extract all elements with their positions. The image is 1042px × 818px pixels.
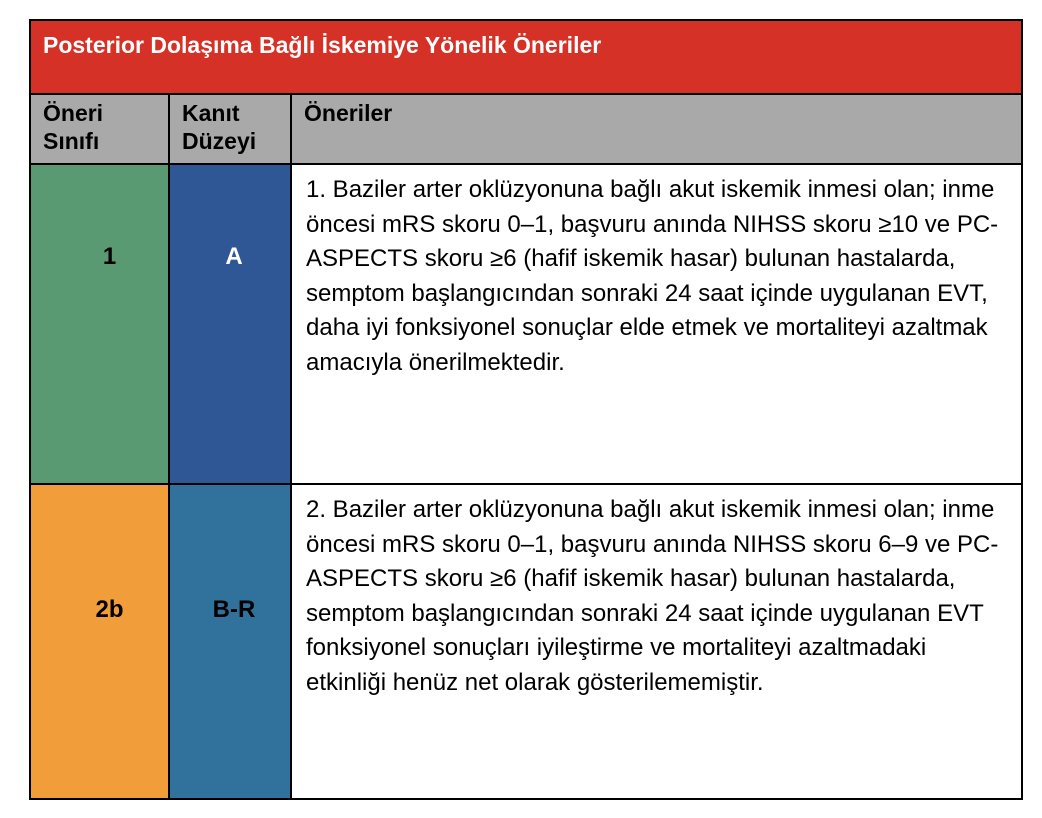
recommendation-table <box>29 19 1023 800</box>
table-header-row <box>31 95 1021 165</box>
recommendation-class-value: 2b <box>95 596 124 623</box>
table-title: Posterior Dolaşıma Bağlı İskemiye Yönelik Öneriler <box>43 32 602 58</box>
header-recommendation-class <box>31 95 170 163</box>
recommendation-text-cell <box>292 165 1021 483</box>
header-level-line2: Düzeyi <box>182 128 257 154</box>
header-level-line1: Kanıt <box>182 100 240 126</box>
evidence-level-cell <box>170 485 292 798</box>
table-row <box>31 165 1021 485</box>
table-row <box>31 485 1021 798</box>
table-title-bar <box>31 21 1021 95</box>
evidence-level-cell <box>170 165 292 483</box>
evidence-level-value: B-R <box>212 596 256 623</box>
header-evidence-level <box>170 95 292 163</box>
evidence-level-value: A <box>225 243 243 270</box>
recommendation-text-cell <box>292 485 1021 798</box>
recommendation-class-cell <box>31 485 170 798</box>
header-recommendations <box>292 95 1021 163</box>
header-recommendations-label: Öneriler <box>304 100 393 126</box>
recommendation-class-cell <box>31 165 170 483</box>
header-class-line1: Öneri <box>43 100 104 126</box>
recommendation-text: 2. Baziler arter oklüzyonuna bağlı akut iskemik inmesi olan; inme öncesi mRS skoru 0–1, başvuru anında NIHSS skoru 6–9 ve PC-ASPECTS skoru ≥6 (hafif iskemik hasar) bulunan hastalarda, semptom başlangıcından sonraki 24 saat içinde uygulanan EVT fonksiyonel sonuçları iyileştirme ve mortaliteyi azaltmadaki etkinliği henüz net olarak gösterilememiştir. <box>306 496 999 696</box>
recommendation-class-value: 1 <box>102 243 117 270</box>
recommendation-text: 1. Baziler arter oklüzyonuna bağlı akut iskemik inmesi olan; inme öncesi mRS skoru 0–1, başvuru anında NIHSS skoru ≥10 ve PC-ASPECTS skoru ≥6 (hafif iskemik hasar) bulunan hastalarda, semptom başlangıcından sonraki 24 saat içinde uygulanan EVT, daha iyi fonksiyonel sonuçlar elde etmek ve mortaliteyi azaltmak amacıyla önerilmektedir. <box>306 176 999 376</box>
header-class-line2: Sınıfı <box>43 128 100 154</box>
